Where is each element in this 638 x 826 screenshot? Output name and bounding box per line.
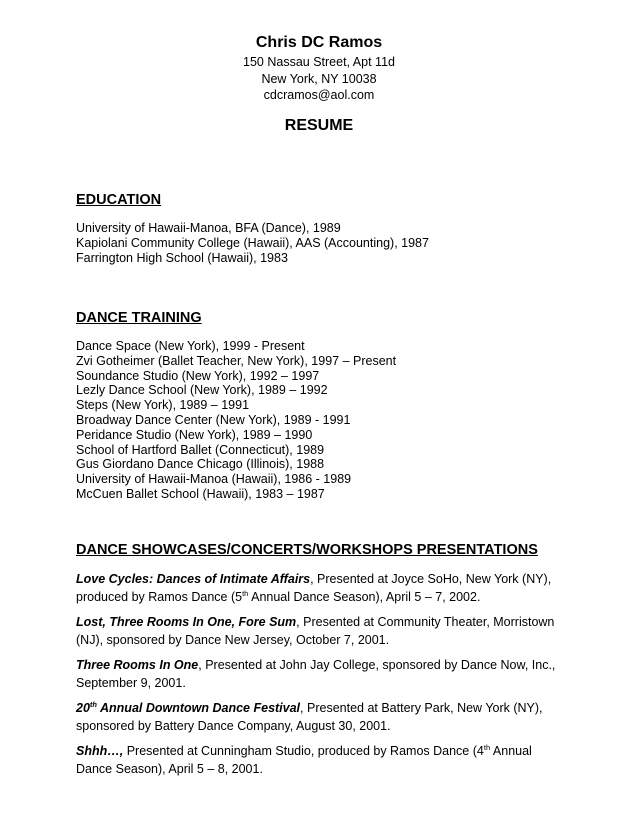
showcase-entry [76, 570, 556, 606]
dance-training-list [76, 339, 396, 502]
showcase-entry [76, 699, 556, 735]
showcase-title: Love Cycles: Dances of Intimate Affairs [76, 572, 311, 586]
ordinal-suffix: th [242, 588, 249, 598]
ordinal-suffix: th [89, 699, 97, 709]
list-item: Kapiolani Community College (Hawaii), AAS (Accounting), 1987 [76, 235, 429, 250]
showcases-heading: DANCE SHOWCASES/CONCERTS/WORKSHOPS PRESENTATIONS [76, 542, 538, 558]
showcase-details: Annual [490, 744, 532, 758]
list-item: McCuen Ballet School (Hawaii), 1983 – 1987 [76, 486, 325, 501]
showcase-details: produced by Ramos Dance (5 [76, 590, 243, 604]
list-item: Peridance Studio (New York), 1989 – 1990 [76, 427, 313, 442]
showcase-details: , Presented at Joyce SoHo, New York (NY), [310, 572, 552, 586]
showcase-title: Lost, Three Rooms In One, Fore Sum [76, 615, 297, 629]
showcase-title-number: 20 [76, 701, 90, 715]
showcase-entry [76, 656, 556, 692]
showcase-title: Shhh…, [76, 744, 124, 758]
education-list [76, 221, 429, 265]
dance-training-heading: DANCE TRAINING [76, 310, 202, 326]
showcase-details: (NJ), sponsored by Dance New Jersey, October 7, 2001. [76, 633, 390, 647]
list-item: Farrington High School (Hawaii), 1983 [76, 250, 288, 265]
showcase-entry [76, 613, 556, 649]
email-address: cdcramos@aol.com [263, 88, 375, 102]
ordinal-suffix: th [483, 742, 491, 752]
list-item: University of Hawaii-Manoa, BFA (Dance), 1989 [76, 221, 341, 235]
list-item: Gus Giordano Dance Chicago (Illinois), 1988 [76, 457, 325, 472]
showcase-details: , Presented at Community Theater, Morristown [296, 615, 555, 629]
showcase-details: , Presented at Battery Park, New York (NY), [300, 701, 543, 715]
showcase-title-text: Annual Downtown Dance Festival [97, 701, 301, 715]
resume-name: Chris DC Ramos [255, 34, 383, 51]
showcase-details: , Presented at John Jay College, sponsored by Dance Now, Inc., [198, 658, 556, 672]
list-item: Lezly Dance School (New York), 1989 – 1992 [76, 383, 328, 398]
list-item: Soundance Studio (New York), 1992 – 1997 [76, 368, 320, 383]
showcase-details: Presented at Cunningham Studio, produced by Ramos Dance (4 [123, 744, 484, 758]
showcase-title: Three Rooms In One [76, 658, 199, 672]
education-heading: EDUCATION [76, 192, 162, 208]
contact-block [0, 54, 638, 104]
list-item: School of Hartford Ballet (Connecticut), 1989 [76, 442, 325, 457]
city-state-zip: New York, NY 10038 [261, 71, 377, 86]
street-address: 150 Nassau Street, Apt 11d [243, 55, 395, 69]
list-item: Steps (New York), 1989 – 1991 [76, 398, 250, 413]
list-item: Zvi Gotheimer (Ballet Teacher, New York), 1997 – Present [76, 353, 397, 368]
list-item: University of Hawaii-Manoa (Hawaii), 1986 - 1989 [76, 472, 352, 487]
showcase-entry [76, 742, 556, 778]
document-title: RESUME [284, 117, 354, 134]
showcase-details: Annual Dance Season), April 5 – 7, 2002. [248, 590, 481, 604]
list-item: Broadway Dance Center (New York), 1989 - 1991 [76, 412, 351, 427]
list-item: Dance Space (New York), 1999 - Present [76, 339, 305, 353]
showcase-title [76, 701, 300, 715]
showcase-details: sponsored by Battery Dance Company, August 30, 2001. [76, 719, 391, 733]
showcase-details: Dance Season), April 5 – 8, 2001. [76, 762, 263, 776]
showcase-details: September 9, 2001. [76, 676, 186, 690]
